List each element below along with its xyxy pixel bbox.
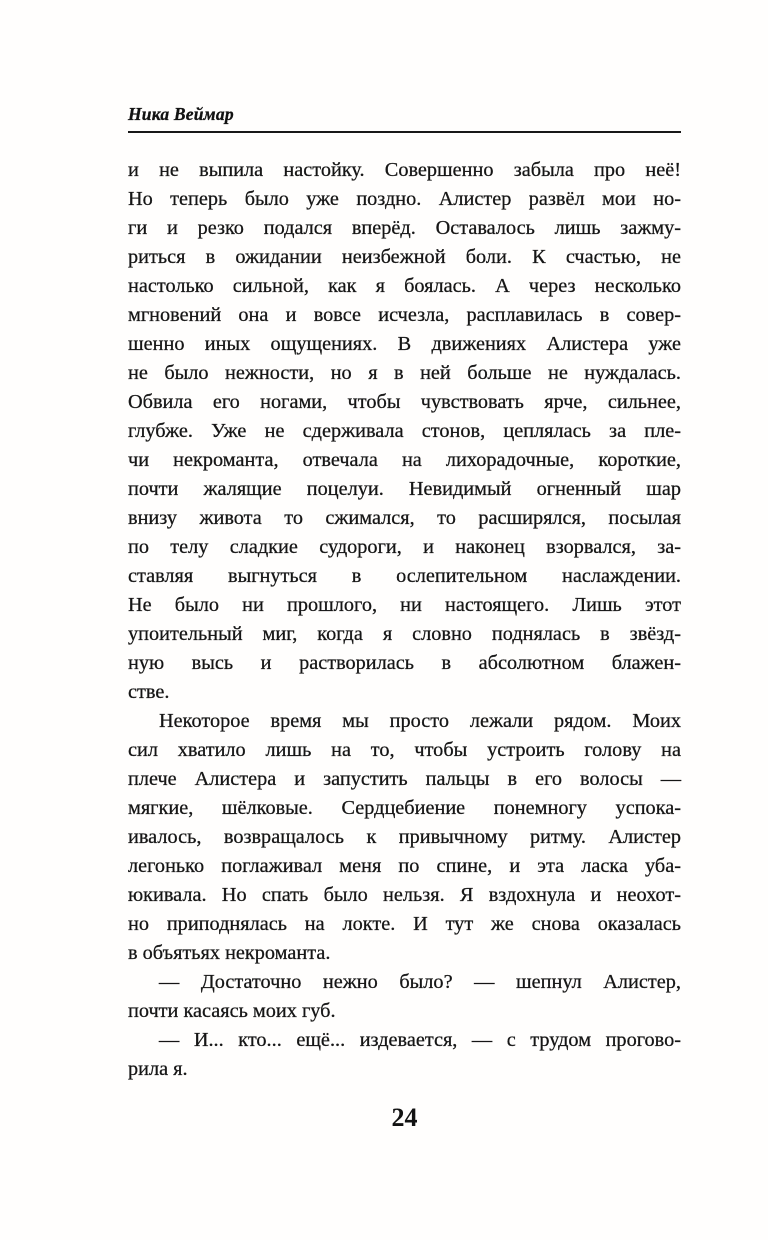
text-line: Некоторое время мы просто лежали рядом. Моих [159,710,681,732]
running-header [128,103,681,133]
body-text [128,156,681,1084]
page-number: 24 [391,1103,418,1132]
text-line: почти жалящие поцелуи. Невидимый огненный шар [128,478,681,500]
text-line: легонько поглаживал меня по спине, и эта ласка уба- [128,855,681,877]
paragraph [128,707,681,968]
text-line: шенно иных ощущениях. В движениях Алистера уже [128,333,681,355]
text-line: чи некроманта, отвечала на лихорадочные, короткие, [128,449,681,471]
text-line: стве. [128,681,170,703]
paragraph [128,156,681,707]
text-line: плече Алистера и запустить пальцы в его волосы — [128,768,681,790]
text-line: мгновений она и вовсе исчезла, расплавилась в совер- [128,304,681,326]
paragraph [128,968,681,1026]
text-line: в объятьях некроманта. [128,942,331,964]
text-line: ивалось, возвращалось к привычному ритму. Алистер [128,826,681,848]
text-line: Но теперь было уже поздно. Алистер развёл мои но- [128,188,681,210]
text-line: риться в ожидании неизбежной боли. К счастью, не [128,246,681,268]
text-block [128,0,681,1240]
text-line: по телу сладкие судороги, и наконец взорвался, за- [128,536,681,558]
text-line: ную высь и растворилась в абсолютном блажен- [128,652,681,674]
text-line: внизу живота то сжимался, то расширялся, посылая [128,507,681,529]
text-line: сил хватило лишь на то, чтобы устроить голову на [128,739,681,761]
text-line: не было нежности, но я в ней больше не нуждалась. [128,362,681,384]
text-line: Не было ни прошлого, ни настоящего. Лишь этот [128,594,681,616]
text-line: мягкие, шёлковые. Сердцебиение понемногу успока- [128,797,681,819]
text-line: глубже. Уже не сдерживала стонов, цеплялась за пле- [128,420,681,442]
text-line: и не выпила настойку. Совершенно забыла про неё! [128,159,681,181]
header-rule [128,131,681,133]
text-line: но приподнялась на локте. И тут же снова оказалась [128,913,681,935]
text-line: ставляя выгнуться в ослепительном наслаждении. [128,565,681,587]
text-line: упоительный миг, когда я словно поднялась в звёзд- [128,623,681,645]
text-line: — Достаточно нежно было? — шепнул Алистер, [159,971,681,993]
text-line: — И... кто... ещё... издевается, — с трудом прогово- [159,1029,681,1051]
paragraph [128,1026,681,1084]
text-line: Обвила его ногами, чтобы чувствовать ярче, сильнее, [128,391,681,413]
text-line: почти касаясь моих губ. [128,1000,336,1022]
text-line: рила я. [128,1058,188,1080]
text-line: настолько сильной, как я боялась. А через несколько [128,275,681,297]
text-line: ги и резко подался вперёд. Оставалось лишь зажму- [128,217,681,239]
text-line: юкивала. Но спать было нельзя. Я вздохнула и неохот- [128,884,681,906]
running-header-author: Ника Веймар [128,104,234,124]
